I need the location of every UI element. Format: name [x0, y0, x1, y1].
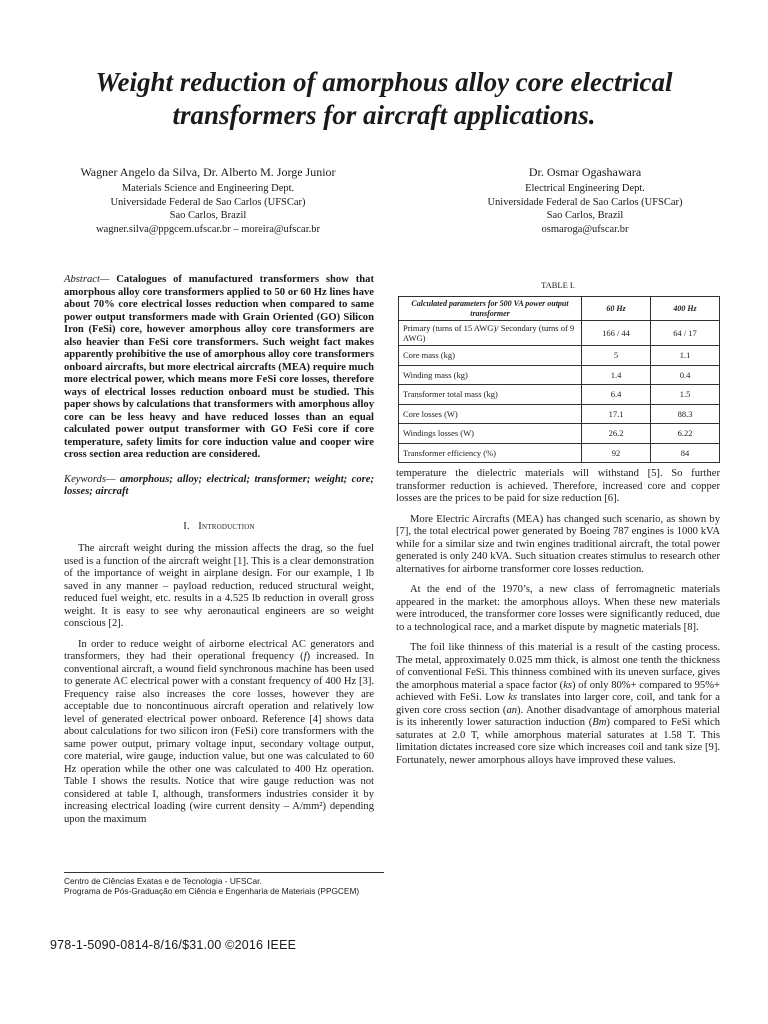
text-run: ) increased. In conventional aircraft, a wound field synchronous machine has been used to generate AC electrical power with a constant frequency of 400 Hz [3]. Frequency raise also increases the core losses, however they are acceptable due to noncontinuous aircraft operation and relatively low level of generated electrical power onboard. Reference [4] shows data about calculations for two silicon iron (FeSi) core transformers with the same power output, primary voltage input, secondary voltage output, core material, wire gauge, induction value, but one was calculated to 60 Hz operation while the other one was calculated to 400 Hz operation. Table I shows the results. Notice that wire gauge reduction was not considered at table I, although, transformers industries consider it by increasing electrical loading (wire current density – A/mm²) depending upon the maximum	[64, 651, 374, 825]
author-email: osmaroga@ufscar.br	[541, 223, 629, 235]
section-number: I.	[183, 520, 190, 532]
body-paragraph: At the end of the 1970’s, a new class of ferromagnetic materials appeared in the market: the amorphous alloys. When these new materials were introduced, the transformer core losses were significantly reduced, due to a technological race, and a market dispute by magnetic materials [8].	[396, 584, 720, 633]
author-names: Dr. Osmar Ogashawara	[528, 165, 642, 179]
table-cell: 166 / 44	[582, 321, 651, 346]
paper-title: Weight reduction of amorphous alloy core electrical transformers for aircraft applications.	[95, 67, 673, 130]
table-row	[399, 424, 720, 444]
abstract-text: Catalogues of manufactured transformers show that amorphous alloy core transformers applied to 50 or 60 Hz lines have about 70% core electrical losses reduction when compared to same power output transformers made with Grain Oriented (GO) Silicon Iron (FeSi) core, however amorphous alloy core transformers are also heavier than FeSi core transformers. Such weight fact makes apparently prohibitive the use of amorphous alloy core transformers onboard aircrafts, but more electrical aircrafts (MEA) require much more electrical power, which means more FeSi core losses, therefore ways of electrical losses reduction onboard must be studied. This paper shows by calculations that transformers with amorphous alloy core can be less heavy and have reduced losses than an equal calculated power output transformer with GO FeSi core if core temperature, safety limits for core induction value and cooper wire cross section area reduction are considered.	[64, 274, 374, 460]
footnote-line: Programa de Pós-Graduação em Ciência e Engenharia de Materiais (PPGCEM)	[64, 886, 360, 896]
author-block-left	[34, 164, 382, 236]
footnote	[64, 872, 384, 896]
text-run: ) of only 80%+ compared to 95%+ achieved with FeSi. Low	[396, 679, 720, 703]
abstract	[64, 274, 374, 462]
author-department: Materials Science and Engineering Dept.	[121, 183, 295, 194]
text-run: translates into larger core, coil, and tank for a given core cross section (	[396, 692, 720, 716]
keywords-text: amorphous; alloy; electrical; transformer; weight; core; losses; aircraft	[64, 473, 374, 497]
intro-paragraph-1: The aircraft weight during the mission affects the drag, so the fuel used is a function of the aircraft weight [1]. This is a clear demonstration of the importance of weight in airplane design. For our example, 1 lb saved in any manner – payload reduction, reduced structural weight, reduced fuel weight, etc. results in a 4.525 lb reduction in overall gross weight. It is easy to see why aeronautical engineers are so weight conscious [2].	[64, 543, 374, 629]
copyright-notice: 978-1-5090-0814-8/16/$31.00 ©2016 IEEE	[50, 938, 297, 952]
table-1	[398, 296, 720, 463]
table-cell: 88.3	[651, 404, 720, 424]
author-city: Sao Carlos, Brazil	[546, 210, 624, 221]
table-cell: Transformer total mass (kg)	[399, 385, 582, 405]
italic-symbol: ks	[563, 679, 573, 691]
section-title: Introduction	[198, 520, 255, 532]
table-cell: Primary (turns of 15 AWG)/ Secondary (turns of 9 AWG)	[399, 321, 582, 346]
text-run: In order to reduce weight of airborne electrical AC generators and transformers, they had their operational frequency (	[64, 638, 374, 662]
section-heading-introduction	[64, 521, 374, 534]
author-block-right	[420, 164, 750, 236]
table-cell: 64 / 17	[651, 321, 720, 346]
table-cell: Core mass (kg)	[399, 346, 582, 366]
author-city: Sao Carlos, Brazil	[169, 210, 247, 221]
table-row	[399, 404, 720, 424]
table-cell: 6.22	[651, 424, 720, 444]
table-header-cell: 400 Hz	[651, 297, 720, 321]
table-cell: 1.1	[651, 346, 720, 366]
table-cell: 1.4	[582, 365, 651, 385]
text-run: ) compared to FeSi which saturates at 2.0 T, while amorphous material saturates at 1.58 T. This limitation dictates increased core size which increases coil and tank size [9]. Fortunately, newer amorphous alloys have improved these values.	[396, 717, 720, 766]
italic-symbol: f	[303, 651, 307, 662]
keywords-lead: Keywords—	[64, 473, 116, 485]
table-header-row	[399, 297, 720, 321]
table-cell: Core losses (W)	[399, 404, 582, 424]
table-header-cell: 60 Hz	[582, 297, 651, 321]
table-row	[399, 365, 720, 385]
body-paragraph: temperature the dielectric materials will withstand [5]. So further transformer reduction is achieved. Therefore, increased core and copper losses are the prices to be paid for size reduction [6].	[396, 468, 720, 504]
italic-symbol: an	[506, 704, 518, 716]
table-caption: TABLE I.	[541, 280, 575, 290]
author-university: Universidade Federal de Sao Carlos (UFSCar)	[110, 196, 306, 208]
right-column	[396, 468, 720, 775]
table-cell: Windings losses (W)	[399, 424, 582, 444]
italic-symbol: ks	[508, 692, 518, 703]
table-row	[399, 443, 720, 463]
table-cell: 92	[582, 443, 651, 463]
author-university: Universidade Federal de Sao Carlos (UFSCar)	[487, 196, 683, 208]
text-run: The foil like thinness of this material is a result of the casting process. The metal, approximately 0.025 mm thick, is almost one tenth the thickness of conventional FeSi. This thinness combined with its uneven surface, gives the amorphous material a space factor (	[396, 642, 720, 691]
text-run: ). Another disadvantage of amorphous material is its inherently lower saturaction induction (	[396, 704, 720, 728]
table-header-cell: Calculated parameters for 500 VA power output transformer	[399, 297, 582, 321]
footnote-line: Centro de Ciências Exatas e de Tecnologia - UFSCar.	[64, 876, 262, 886]
table-row	[399, 321, 720, 346]
table-cell: 5	[582, 346, 651, 366]
table-cell: 6.4	[582, 385, 651, 405]
table-cell: Winding mass (kg)	[399, 365, 582, 385]
table-cell: Transformer efficiency (%)	[399, 443, 582, 463]
keywords	[64, 474, 374, 499]
table-cell: 84	[651, 443, 720, 463]
table-cell: 0.4	[651, 365, 720, 385]
abstract-lead: Abstract—	[64, 274, 110, 285]
body-paragraph: More Electric Aircrafts (MEA) has changed such scenario, as shown by [7], the total electrical power generated by Boeing 787 engines is 1000 kVA while for a similar size and twin engines traditional aircraft, the total power generated is only 240 kVA. Such situation creates stimulus to research other alternatives for airborne transformer core losses reduction.	[396, 513, 720, 575]
table-cell: 17.1	[582, 404, 651, 424]
intro-paragraph-2	[64, 639, 374, 827]
table-row	[399, 385, 720, 405]
author-department: Electrical Engineering Dept.	[525, 183, 645, 194]
body-paragraph	[396, 642, 720, 767]
table-cell: 26.2	[582, 424, 651, 444]
author-names: Wagner Angelo da Silva, Dr. Alberto M. Jorge Junior	[80, 165, 336, 179]
author-email: wagner.silva@ppgcem.ufscar.br – moreira@ufscar.br	[95, 223, 320, 235]
table-row	[399, 346, 720, 366]
italic-symbol: Bm	[592, 717, 607, 728]
left-column	[64, 274, 374, 834]
table-cell: 1.5	[651, 385, 720, 405]
